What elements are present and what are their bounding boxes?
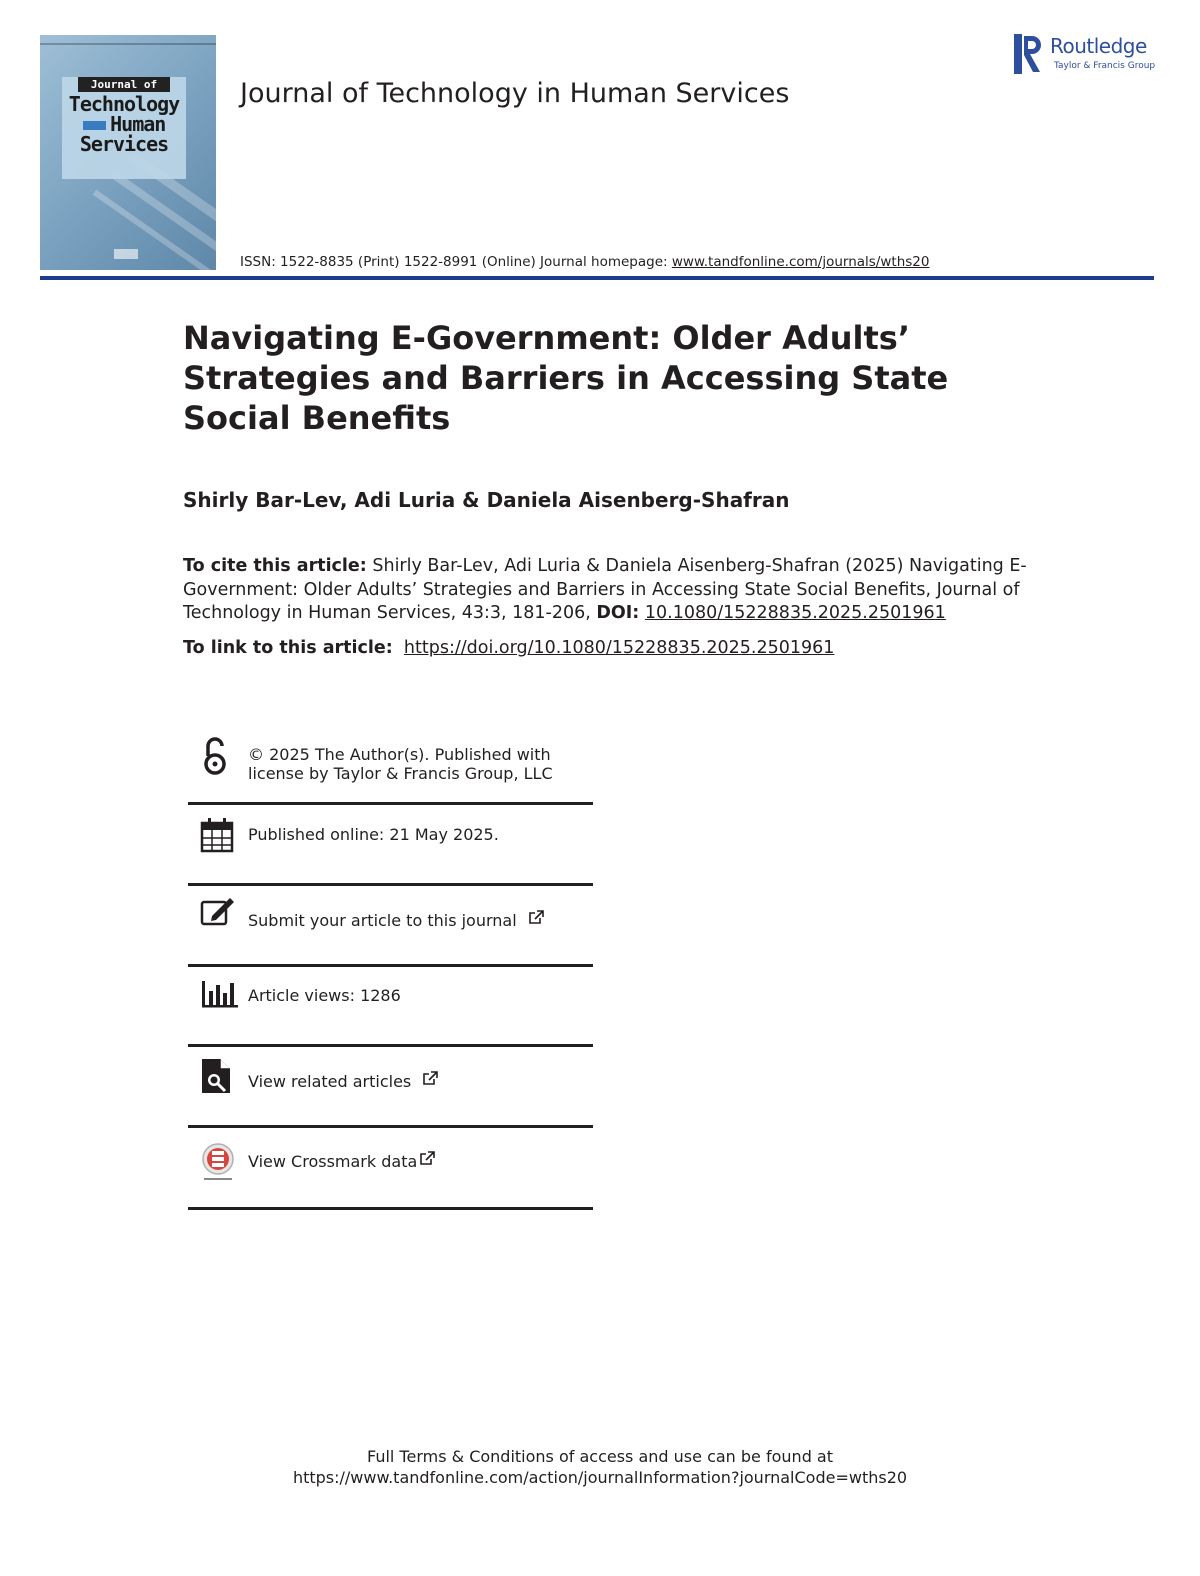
citation-doi-label: DOI: xyxy=(596,603,640,623)
journal-title: Journal of Technology in Human Services xyxy=(240,78,790,109)
article-link-label: To link to this article: xyxy=(183,638,393,658)
published-row xyxy=(188,805,593,886)
journal-homepage-link[interactable]: www.tandfonline.com/journals/wths20 xyxy=(671,254,930,270)
views-row xyxy=(188,967,593,1047)
related-row[interactable] xyxy=(188,1047,593,1128)
article-views-text: Article views: 1286 xyxy=(248,986,401,1005)
external-link-icon xyxy=(422,1071,438,1086)
cover-publisher-mark xyxy=(114,249,138,259)
submit-row[interactable] xyxy=(188,886,593,967)
footer-terms xyxy=(0,1446,1200,1488)
publisher-subtitle: Taylor & Francis Group xyxy=(1054,61,1156,71)
submit-article-label: Submit your article to this journal xyxy=(248,911,517,930)
related-articles-label: View related articles xyxy=(248,1072,412,1091)
cover-title-line2: Technology xyxy=(68,92,180,116)
article-authors: Shirly Bar-Lev, Adi Luria & Daniela Aisenberg-Shafran xyxy=(183,488,790,512)
published-date-text: Published online: 21 May 2025. xyxy=(248,825,499,844)
citation-label: To cite this article: xyxy=(183,556,367,576)
cover-title xyxy=(62,77,186,179)
issn-line xyxy=(240,254,930,270)
footer-terms-text: Full Terms & Conditions of access and use can be found at xyxy=(366,1447,834,1466)
edit-icon xyxy=(200,896,236,928)
header-rule xyxy=(40,276,1154,280)
submit-article-link[interactable] xyxy=(248,910,544,930)
citation-block xyxy=(183,555,1043,626)
crossmark-icon xyxy=(200,1142,236,1182)
related-articles-link[interactable] xyxy=(248,1071,438,1091)
calendar-icon xyxy=(200,817,234,853)
citation-text: Shirly Bar-Lev, Adi Luria & Daniela Aisenberg-Shafran (2025) Navigating E-Government: Older Adults’ Strategies and Barriers in Accessing State Social Benefits, Journal of Technology in Human Services, 43:3, 181-206, xyxy=(183,556,1027,623)
article-doi-url[interactable]: https://doi.org/10.1080/15228835.2025.2501961 xyxy=(403,638,835,658)
routledge-r-icon xyxy=(1014,34,1044,74)
footer-terms-url[interactable]: https://www.tandfonline.com/action/journalInformation?journalCode=wths20 xyxy=(292,1468,908,1487)
license-text: © 2025 The Author(s). Published with license by Taylor & Francis Group, LLC xyxy=(248,745,553,783)
cover-ampersand-mark: and xyxy=(83,121,106,130)
article-title: Navigating E-Government: Older Adults’ Strategies and Barriers in Accessing State Social Benefits xyxy=(183,319,949,437)
publisher-name: Routledge xyxy=(1050,34,1147,58)
crossmark-label: View Crossmark data xyxy=(248,1152,418,1171)
publisher-logo xyxy=(1014,34,1156,76)
external-link-icon xyxy=(419,1151,435,1166)
crossmark-link[interactable] xyxy=(248,1151,435,1171)
journal-cover-image xyxy=(40,35,216,270)
row-divider xyxy=(188,1207,593,1210)
open-access-icon xyxy=(200,736,230,776)
external-link-icon xyxy=(528,910,544,925)
citation-doi-link[interactable]: 10.1080/15228835.2025.2501961 xyxy=(644,603,946,623)
license-row xyxy=(188,730,593,805)
cover-title-line4: Services xyxy=(79,132,169,156)
bar-chart-icon xyxy=(200,979,238,1009)
cover-title-line3: Human xyxy=(110,112,166,136)
cover-title-line1: Journal of xyxy=(78,77,170,92)
article-link-line xyxy=(183,638,834,658)
crossmark-row[interactable] xyxy=(188,1128,593,1210)
issn-text: ISSN: 1522-8835 (Print) 1522-8991 (Online) Journal homepage: xyxy=(240,254,672,270)
related-articles-icon xyxy=(200,1057,232,1095)
